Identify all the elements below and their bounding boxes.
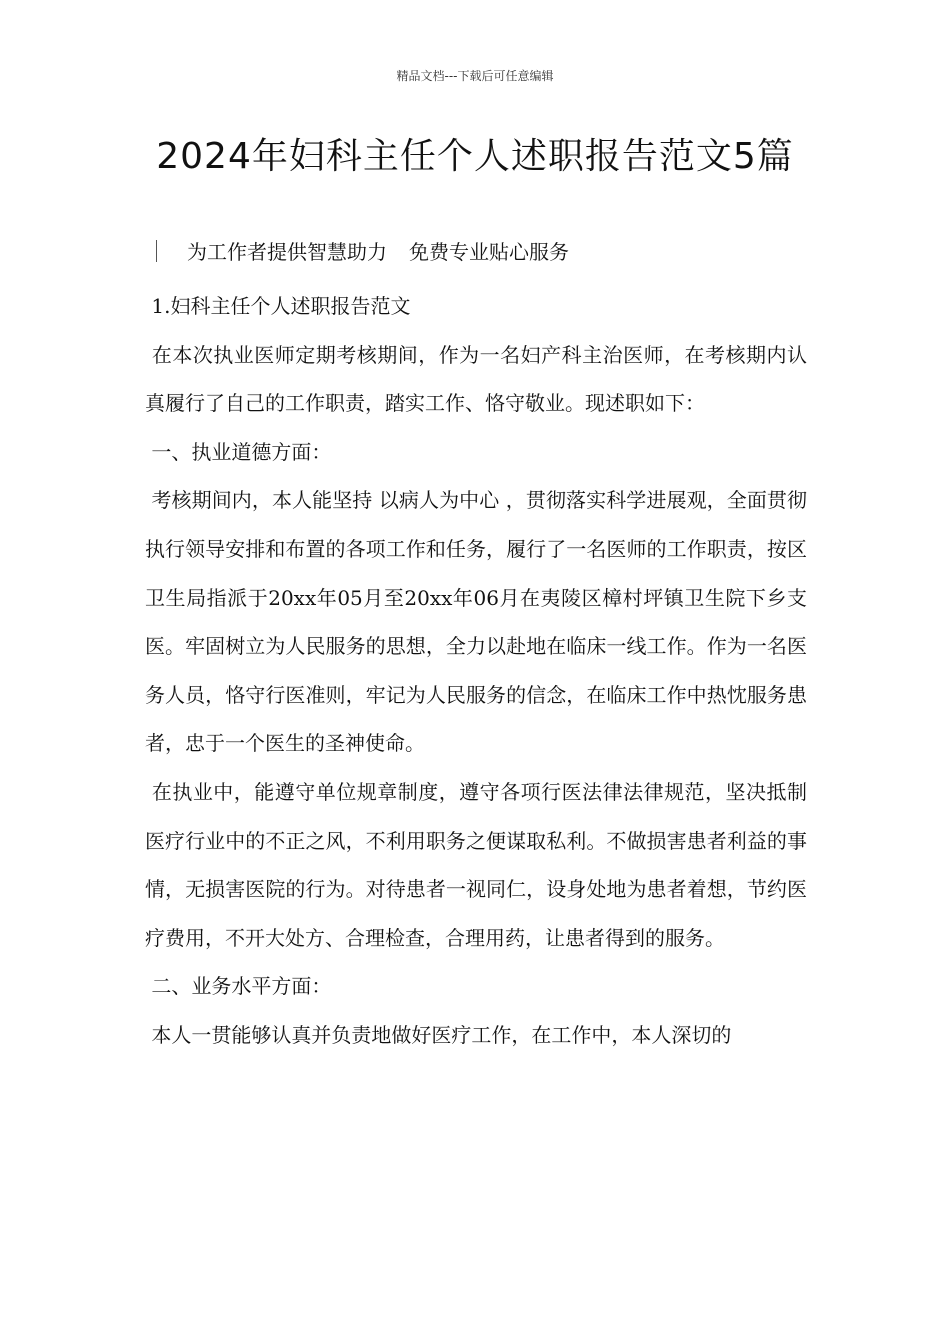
section-heading: 1.妇科主任个人述职报告范文 [145,294,411,318]
tagline-part-2: 免费专业贴心服务 [409,240,569,264]
paragraph: 在本次执业医师定期考核期间，作为一名妇产科主治医师，在考核期内认真履行了自己的工作职责，踏实工作、恪守敬业。现述职如下： [145,342,807,416]
tagline [156,236,569,265]
document-title: 2024年妇科主任个人述职报告范文5篇 [156,136,794,177]
tagline-part-1: 为工作者提供智慧助力 [187,240,387,264]
paragraph: 考核期间内，本人能坚持 以病人为中心 ，贯彻落实科学进展观，全面贯彻执行领导安排和布置的各项工作和任务，履行了一名医师的工作职责，按区卫生局指派于20xx年05月至20xx年06月在夷陵区樟村坪镇卫生院下乡支医。牢固树立为人民服务的思想，全力以赴地在临床一线工作。作为一名医务人员，恪守行医准则，牢记为人民服务的信念，在临床工作中热忱服务患者，忠于一个医生的圣神使命。 [145,488,807,756]
document-body [145,282,807,1060]
paragraph: 本人一贯能够认真并负责地做好医疗工作，在工作中，本人深切的 [145,1022,732,1047]
section-heading: 一、执业道德方面： [145,439,332,464]
paragraph: 在执业中，能遵守单位规章制度，遵守各项行医法律法律规范，坚决抵制医疗行业中的不正之风，不利用职务之便谋取私利。不做损害患者利益的事情，无损害医院的行为。对待患者一视同仁，设身处地为患者着想，节约医疗费用，不开大处方、合理检查，合理用药，让患者得到的服务。 [145,779,807,950]
section-heading: 二、业务水平方面： [145,974,332,999]
tagline-divider [156,240,157,262]
header-note: 精品文档---下载后可任意编辑 [396,69,554,83]
